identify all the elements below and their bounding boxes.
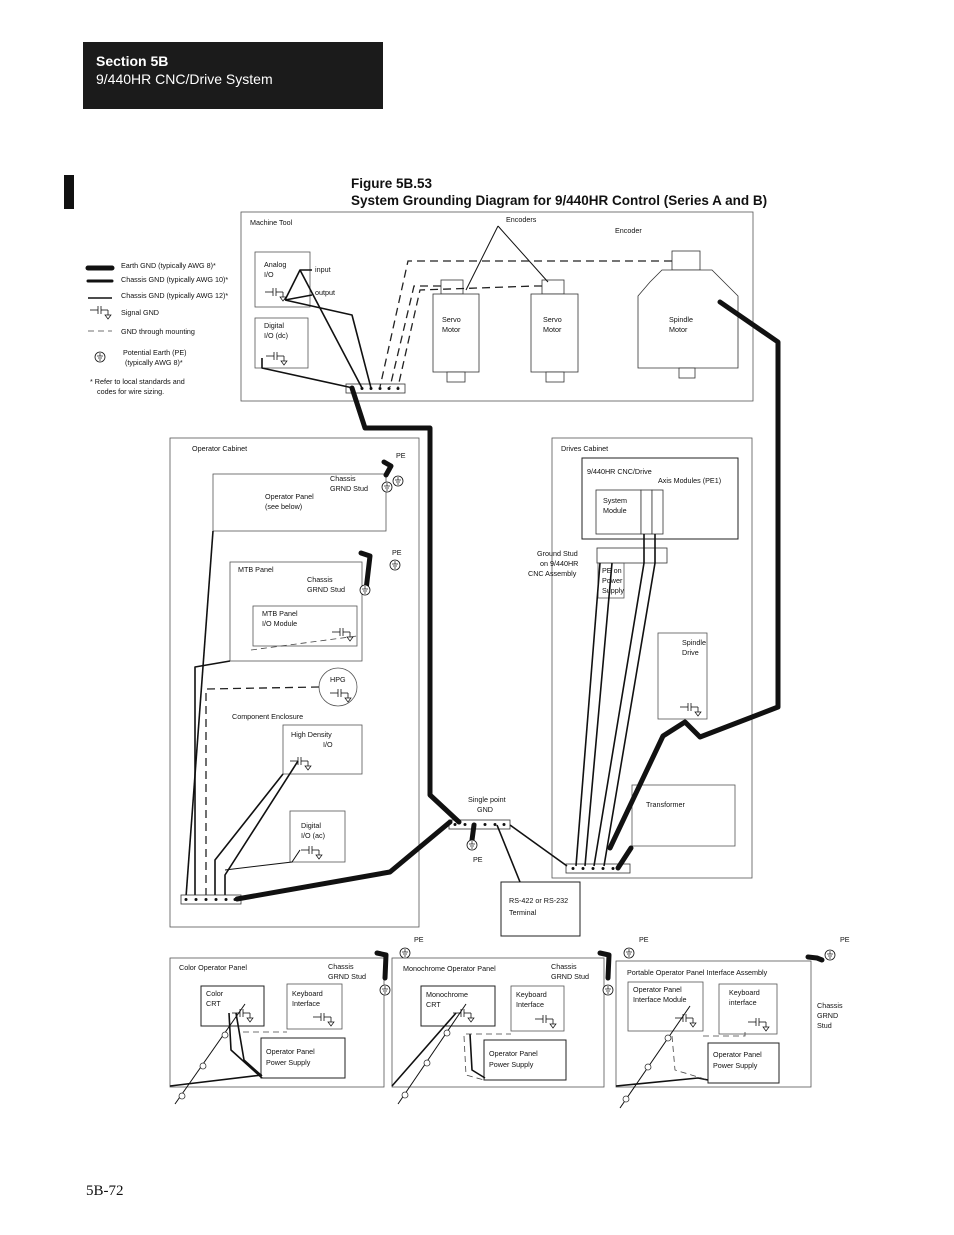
color-crt-signal-gnd-icon	[232, 1009, 253, 1022]
section-title: Section 5B	[96, 53, 169, 69]
machine-tool-title: Machine Tool	[250, 218, 293, 227]
ground-stud-bar	[597, 548, 667, 563]
color-crt-line2: CRT	[206, 999, 221, 1008]
mono-pe-label: PE	[639, 935, 649, 944]
spindle-encoder	[672, 251, 700, 270]
color-keyboard-line1: Keyboard	[292, 989, 323, 998]
pe-icon	[95, 352, 105, 362]
single-point-pe-label: PE	[473, 855, 483, 864]
operator-cabinet	[170, 438, 419, 927]
digital-ac-signal-gnd-icon	[301, 846, 322, 859]
digital-dc-line2: I/O (dc)	[264, 331, 288, 340]
operator-pe-icon	[382, 482, 392, 492]
axis-modules-label: Axis Modules (PE1)	[658, 476, 722, 485]
digital-ac-line1: Digital	[301, 821, 321, 830]
analog-io-line1: Analog	[264, 260, 287, 269]
color-pe-icon-2	[400, 948, 410, 958]
single-point-line1: Single point	[468, 795, 506, 804]
system-module-line1: System	[603, 496, 627, 505]
color-chassis-line2: GRND Stud	[328, 972, 366, 981]
single-point-pe-icon	[467, 840, 477, 850]
mtb-io-line1: MTB Panel	[262, 609, 298, 618]
color-panel-title: Color Operator Panel	[179, 963, 247, 972]
mtb-chassis-line1: Chassis	[307, 575, 333, 584]
pe-ps-line3: Supply	[602, 586, 624, 595]
color-ps-line2: Power Supply	[266, 1058, 311, 1067]
digital-ac-line2: I/O (ac)	[301, 831, 325, 840]
encoders-label: Encoders	[506, 215, 537, 224]
analog-io-line2: I/O	[264, 270, 274, 279]
mono-crt-signal-gnd-icon	[453, 1009, 474, 1022]
mono-ps-line2: Power Supply	[489, 1060, 534, 1069]
digital-dc-line1: Digital	[264, 321, 284, 330]
transformer-label: Transformer	[646, 800, 685, 809]
mono-crt-line2: CRT	[426, 1000, 441, 1009]
machine-tool	[241, 212, 753, 401]
legend-pe-line1: Potential Earth (PE)	[123, 348, 187, 357]
portable-stud-line1: Chassis	[817, 1001, 843, 1010]
operator-cabinet-frame	[170, 438, 419, 927]
portable-panel-title: Portable Operator Panel Interface Assembly	[627, 968, 768, 977]
hpg-signal-gnd-icon	[330, 689, 351, 702]
mono-keyboard-signal-gnd-icon	[535, 1015, 556, 1028]
portable-module-signal-gnd-icon	[675, 1014, 696, 1027]
pe-ps-line1: PE on	[602, 566, 622, 575]
ground-stud-line1: Ground Stud	[537, 549, 578, 558]
servo1-line1: Servo	[442, 315, 461, 324]
spindle-line1: Spindle	[669, 315, 693, 324]
encoder-label: Encoder	[615, 226, 642, 235]
output-label: output	[315, 288, 335, 297]
legend-chassis12-label: Chassis GND (typically AWG 12)*	[121, 291, 229, 300]
portable-keyboard-line1: Keyboard	[729, 988, 760, 997]
legend	[88, 261, 228, 396]
operator-panel-line2: (see below)	[265, 502, 303, 511]
portable-module-line1: Operator Panel	[633, 985, 682, 994]
ground-stud-line3: CNC Assembly	[528, 569, 577, 578]
spindle-drive-line1: Spindle	[682, 638, 706, 647]
mono-keyboard-line2: Interface	[516, 1000, 544, 1009]
mono-pe-icon-2	[624, 948, 634, 958]
legend-note-line2: codes for wire sizing.	[97, 387, 165, 396]
mtb-panel-title: MTB Panel	[238, 565, 274, 574]
figure-caption: System Grounding Diagram for 9/440HR Control (Series A and B)	[351, 193, 768, 208]
operator-terminal-strip	[181, 895, 241, 904]
mtb-chassis-line2: GRND Stud	[307, 585, 345, 594]
transformer-box	[632, 785, 735, 846]
system-module-line2: Module	[603, 506, 627, 515]
drives-cabinet-title: Drives Cabinet	[561, 444, 609, 453]
operator-panel-line1: Operator Panel	[265, 492, 314, 501]
operator-chassis-line1: Chassis	[330, 474, 356, 483]
portable-pe-label: PE	[840, 935, 850, 944]
high-density-line2: I/O	[323, 740, 333, 749]
cnc-drive-label: 9/440HR CNC/Drive	[587, 467, 652, 476]
legend-signal-label: Signal GND	[121, 308, 159, 317]
rs-terminal-line2: Terminal	[509, 908, 537, 917]
analog-signal-gnd-icon	[265, 288, 286, 301]
axis-module-1	[641, 490, 652, 534]
digital-dc-signal-gnd-icon	[266, 352, 287, 365]
hpg-circle	[319, 668, 357, 706]
servo1-encoder	[441, 280, 463, 294]
axis-module-2	[652, 490, 663, 534]
color-ps-line1: Operator Panel	[266, 1047, 315, 1056]
legend-mounting-label: GND through mounting	[121, 327, 195, 336]
color-pe-icon-1	[380, 985, 390, 995]
portable-stud-line2: GRND	[817, 1011, 839, 1020]
pe-ps-line2: Power	[602, 576, 623, 585]
component-enclosure-label: Component Enclosure	[232, 712, 304, 721]
section-subtitle: 9/440HR CNC/Drive System	[96, 71, 273, 87]
mono-panel-title: Monochrome Operator Panel	[403, 964, 496, 973]
earth-runs	[237, 302, 778, 899]
color-crt-line1: Color	[206, 989, 224, 998]
mono-chassis-line1: Chassis	[551, 962, 577, 971]
portable-module-line2: Interface Module	[633, 995, 687, 1004]
drives-cabinet	[528, 438, 752, 878]
page-number: 5B-72	[86, 1183, 124, 1199]
mono-pe-icon-1	[603, 985, 613, 995]
mono-crt-line1: Monochrome	[426, 990, 468, 999]
portable-pe-icon	[825, 950, 835, 960]
rs-terminal-line1: RS-422 or RS-232	[509, 896, 569, 905]
legend-chassis-label: Chassis GND (typically AWG 10)*	[121, 275, 229, 284]
single-point-line2: GND	[477, 805, 493, 814]
portable-ps-line1: Operator Panel	[713, 1050, 762, 1059]
color-keyboard-line2: Interface	[292, 999, 320, 1008]
ground-stud-line2: on 9/440HR	[540, 559, 579, 568]
operator-chassis-line2: GRND Stud	[330, 484, 368, 493]
spindle-drive-line2: Drive	[682, 648, 699, 657]
spindle-drive-signal-gnd-icon	[680, 703, 701, 716]
servo1-line2: Motor	[442, 325, 461, 334]
figure-number: Figure 5B.53	[351, 176, 433, 191]
legend-earth-label: Earth GND (typically AWG 8)*	[121, 261, 216, 270]
legend-note-line1: * Refer to local standards and	[90, 377, 185, 386]
servo2-line2: Motor	[543, 325, 562, 334]
portable-ps-line2: Power Supply	[713, 1061, 758, 1070]
servo2-line1: Servo	[543, 315, 562, 324]
mono-keyboard-line1: Keyboard	[516, 990, 547, 999]
color-chassis-line1: Chassis	[328, 962, 354, 971]
portable-stud-line3: Stud	[817, 1021, 832, 1030]
single-point-ground	[449, 795, 580, 936]
mtb-pe-label: PE	[392, 548, 402, 557]
legend-pe-line2: (typically AWG 8)*	[125, 358, 183, 367]
color-keyboard-signal-gnd-icon	[313, 1013, 334, 1026]
servo2-encoder	[542, 280, 564, 294]
signal-gnd-icon	[90, 306, 111, 319]
bottom-panels	[170, 935, 850, 1108]
operator-cabinet-title: Operator Cabinet	[192, 444, 248, 453]
portable-keyboard-signal-gnd-icon	[748, 1018, 769, 1031]
color-pe-label: PE	[414, 935, 424, 944]
mono-chassis-line2: GRND Stud	[551, 972, 589, 981]
input-label: input	[315, 265, 331, 274]
spindle-line2: Motor	[669, 325, 688, 334]
operator-pe-label: PE	[396, 451, 406, 460]
high-density-line1: High Density	[291, 730, 332, 739]
hpg-label: HPG	[330, 675, 346, 684]
mtb-io-line2: I/O Module	[262, 619, 298, 628]
mono-ps-line1: Operator Panel	[489, 1049, 538, 1058]
mtb-pe-icon	[360, 585, 370, 595]
portable-keyboard-line2: interface	[729, 998, 757, 1007]
